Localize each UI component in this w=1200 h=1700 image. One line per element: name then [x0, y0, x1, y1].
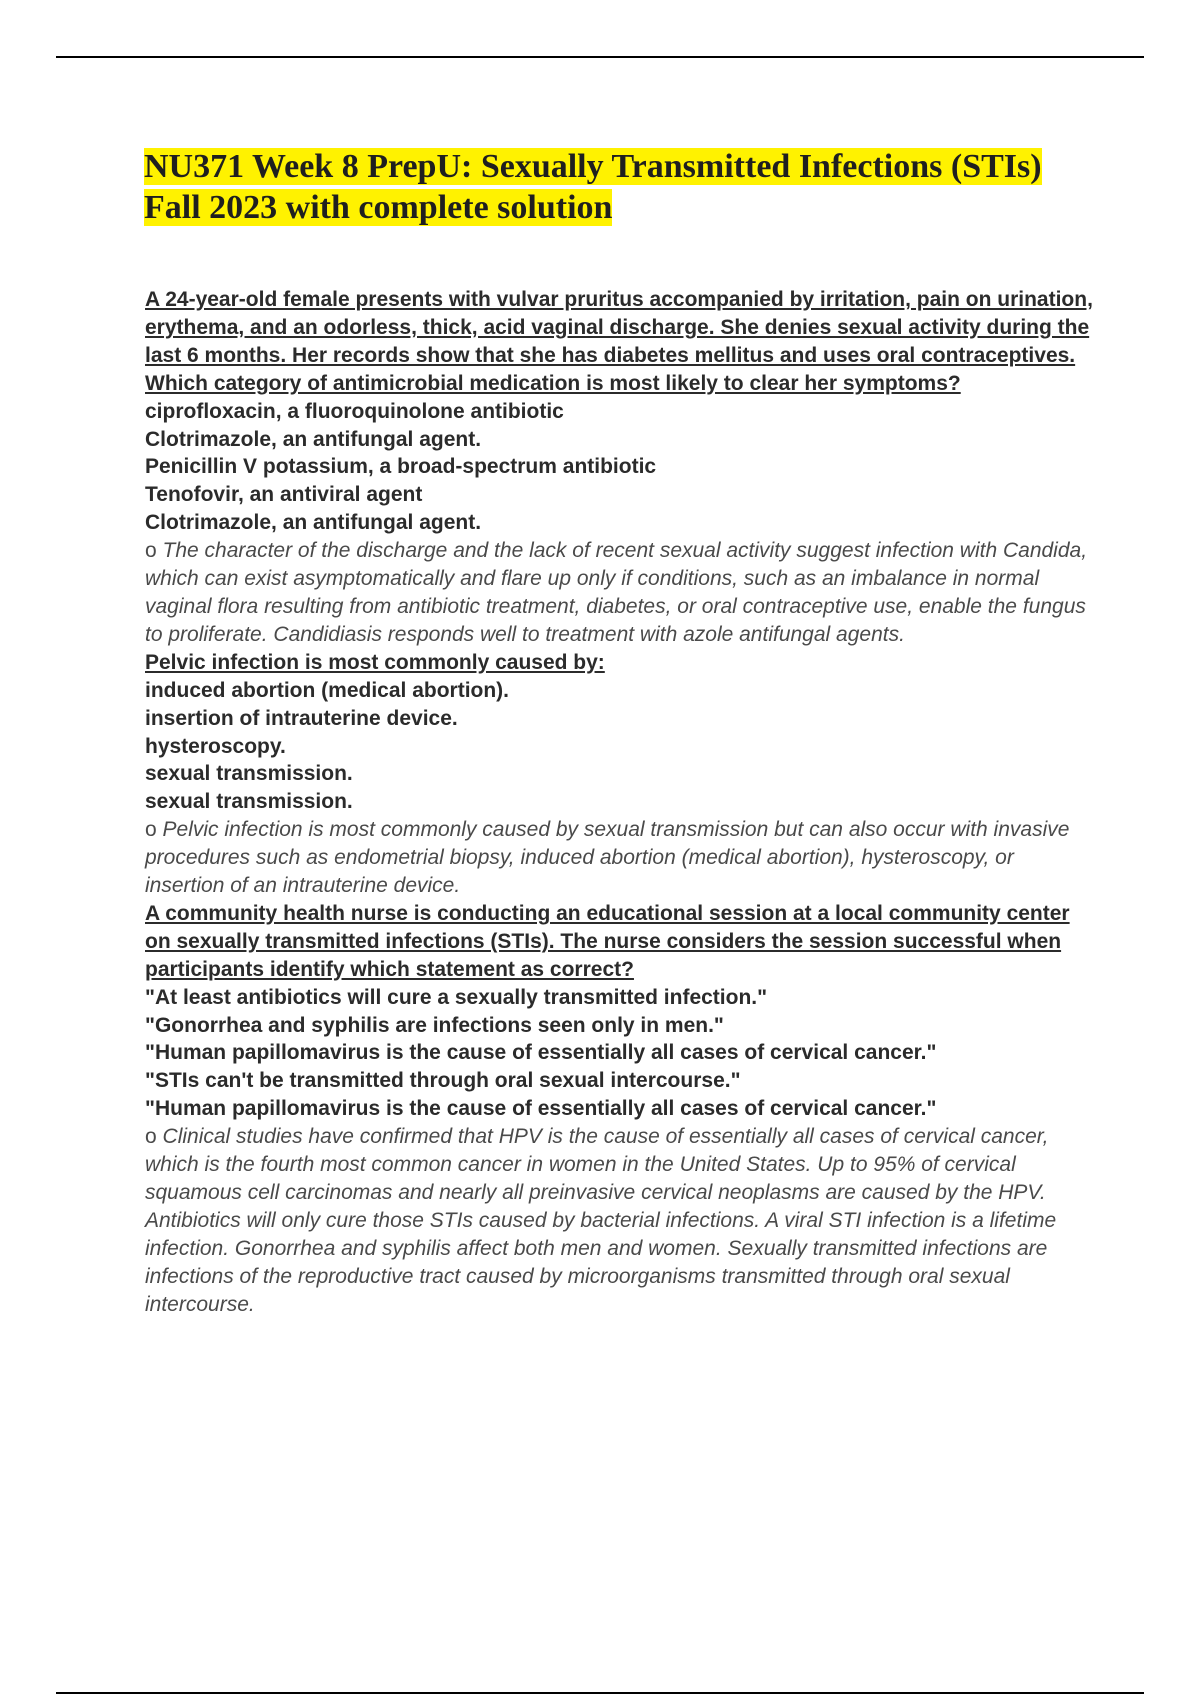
correct-answer: Clotrimazole, an antifungal agent.	[145, 511, 482, 535]
bullet-marker: o	[145, 1125, 157, 1149]
answer-option: ciprofloxacin, a fluoroquinolone antibiotic	[145, 399, 564, 423]
answer-option: "At least antibiotics will cure a sexually transmitted infection."	[145, 985, 768, 1009]
question-block-3	[145, 900, 1095, 1319]
question-text: Pelvic infection is most commonly caused by:	[145, 650, 605, 674]
title-highlight: NU371 Week 8 PrepU: Sexually Transmitted Infections (STIs) Fall 2023 with complete solution	[144, 148, 1042, 226]
answer-option: induced abortion (medical abortion).	[145, 678, 510, 702]
answer-option: sexual transmission.	[145, 762, 353, 786]
answer-option: Tenofovir, an antiviral agent	[145, 483, 423, 507]
bullet-marker: o	[145, 539, 157, 563]
answer-option: hysteroscopy.	[145, 734, 286, 758]
explanation	[145, 816, 1095, 900]
answer-option: Clotrimazole, an antifungal agent.	[145, 427, 482, 451]
question-block-2	[145, 649, 1095, 900]
explanation	[145, 537, 1095, 649]
correct-answer: "Human papillomavirus is the cause of essentially all cases of cervical cancer."	[145, 1097, 937, 1121]
question-block-1	[145, 286, 1095, 649]
explanation	[145, 1123, 1095, 1318]
answer-option: "STIs can't be transmitted through oral sexual intercourse."	[145, 1069, 741, 1093]
answer-option: Penicillin V potassium, a broad-spectrum antibiotic	[145, 455, 657, 479]
answer-option: "Human papillomavirus is the cause of essentially all cases of cervical cancer."	[145, 1041, 937, 1065]
bullet-marker: o	[145, 818, 157, 842]
correct-answer: sexual transmission.	[145, 790, 353, 814]
question-list	[145, 286, 1095, 1319]
document-title	[144, 146, 1104, 228]
answer-option: insertion of intrauterine device.	[145, 706, 458, 730]
question-text: A community health nurse is conducting an educational session at a local community center on sexually transmitted infections (STIs). The nurse considers the session successful when participants identify which statement as correct?	[145, 901, 1070, 981]
question-text: A 24-year-old female presents with vulvar pruritus accompanied by irritation, pain on urination, erythema, and an odorless, thick, acid vaginal discharge. She denies sexual activity during the last 6 months. Her records show that she has diabetes mellitus and uses oral contraceptives. Which category of antimicrobial medication is most likely to clear her symptoms?	[145, 288, 1093, 395]
bottom-rule	[56, 1692, 1144, 1694]
explanation-text: Pelvic infection is most commonly caused by sexual transmission but can also occur with invasive procedures such as endometrial biopsy, induced abortion (medical abortion), hysteroscopy, or insertion of an intrauterine device.	[145, 818, 1070, 898]
answer-option: "Gonorrhea and syphilis are infections seen only in men."	[145, 1013, 724, 1037]
explanation-text: The character of the discharge and the lack of recent sexual activity suggest infection with Candida, which can exist asymptomatically and flare up only if conditions, such as an imbalance in normal vaginal flora resulting from antibiotic treatment, diabetes, or oral contraceptive use, enable the fungus to proliferate. Candidiasis responds well to treatment with azole antifungal agents.	[145, 539, 1088, 646]
explanation-text: Clinical studies have confirmed that HPV is the cause of essentially all cases of cervical cancer, which is the fourth most common cancer in women in the United States. Up to 95% of cervical squamous cell carcinomas and nearly all preinvasive cervical neoplasms are caused by the HPV. Antibiotics will only cure those STIs caused by bacterial infections. A viral STI infection is a lifetime infection. Gonorrhea and syphilis affect both men and women. Sexually transmitted infections are infections of the reproductive tract caused by microorganisms transmitted through oral sexual intercourse.	[145, 1125, 1057, 1316]
top-rule	[56, 56, 1144, 58]
